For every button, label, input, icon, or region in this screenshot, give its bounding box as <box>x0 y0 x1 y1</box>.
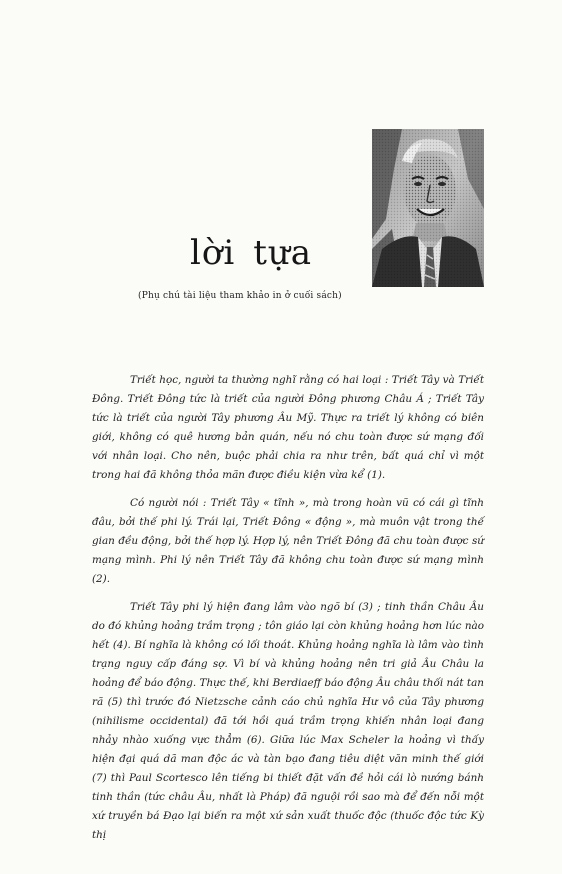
paragraph-2: Có người nói : Triết Tây « tĩnh », mà trong hoàn vũ có cái gì tĩnh đâu, bởi thế phi lý. Trái lại, Triết Đông « động », mà muôn vật trong thế gian đều động, bởi thế hợp lý. Hợp lý, nên Triết Đông đã chu toàn được sứ mạng mình. Phi lý nên Triết Tây đã không chu toàn được sứ mạng mình (2). <box>92 497 484 585</box>
author-portrait <box>372 129 484 287</box>
page-subtitle: (Phụ chú tài liệu tham khảo in ở cuối sách) <box>138 291 342 301</box>
title-word-1: lời <box>190 233 236 273</box>
body-text <box>92 371 484 845</box>
page-title <box>190 233 313 273</box>
title-word-2: tựa <box>253 233 313 273</box>
paragraph-1: Triết học, người ta thường nghĩ rằng có hai loại : Triết Tây và Triết Đông. Triết Đông tức là triết của người Đông phương Châu Á ; Triết Tây tức là triết của người Tây phương Âu Mỹ. Thực ra triết lý không có biên giới, không có quê hương bản quán, nếu nó chu toàn được sứ mạng đối với nhân loại. Cho nên, buộc phải chia ra như trên, bất quá chỉ vì một trong hai đã không thỏa mãn được điều kiện vừa kể (1). <box>92 374 484 481</box>
paragraph-3: Triết Tây phi lý hiện đang lâm vào ngõ bí (3) ; tinh thần Châu Âu do đó khủng hoảng trầm trọng ; tôn giáo lại còn khủng hoảng hơn lúc nào hết (4). Bí nghĩa là không có lối thoát. Khủng hoảng nghĩa là lâm vào tình trạng nguy cấp đáng sợ. Vì bí và khủng hoảng nên tri giả Âu Châu la hoảng để báo động. Thực thế, khi Berdiaeff báo động Âu châu thối nát tan rã (5) thì trước đó Nietzsche cảnh cáo chủ nghĩa Hư vô của Tây phương (nihilisme occidental) đã tới hồi quá trầm trọng khiến nhân loại đang nhảy nhào xuống vực thẳm (6). Giữa lúc Max Scheler la hoảng vì thấy hiện đại quá dã man độc ác và tàn bạo đang tiêu diệt văn minh thế giới (7) thì Paul Scortesco lên tiếng bi thiết đặt vấn đề hỏi cái lò nướng bánh tinh thần (tức châu Âu, nhất là Pháp) đã nguội rồi sao mà để đến nỗi một xứ truyền bá Đạo lại biến ra một xứ sản xuất thuốc độc (thuốc độc tức Kỳ thị <box>92 601 484 841</box>
